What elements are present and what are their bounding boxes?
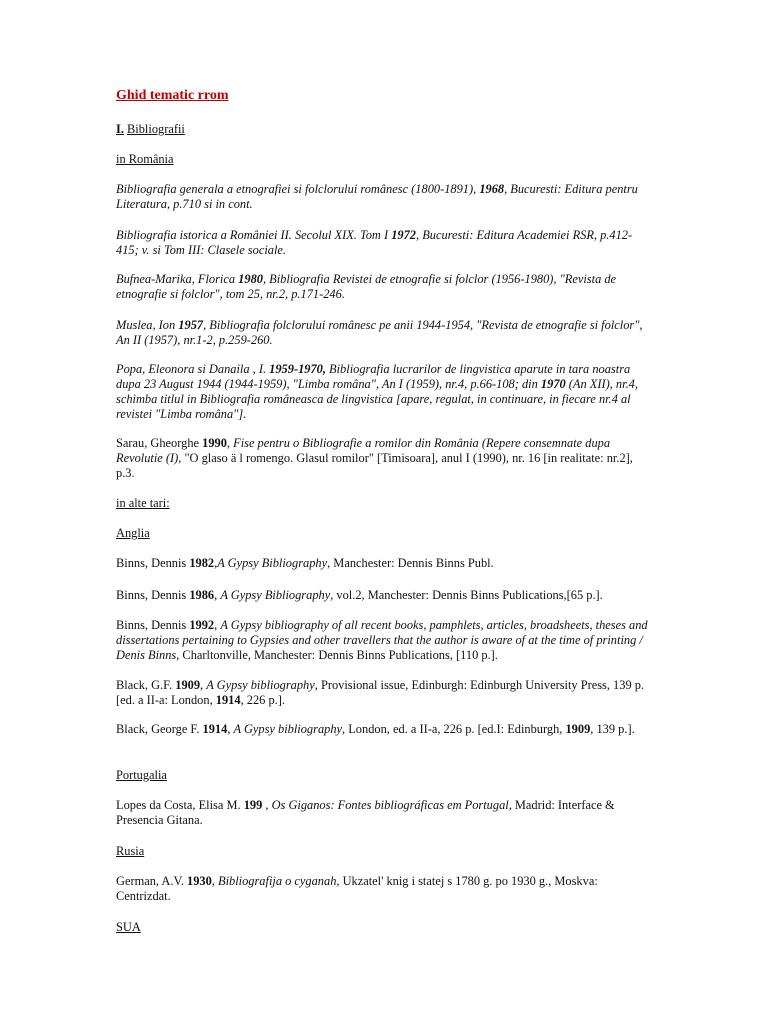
entry-text: , Provisional issue, Edinburgh: Edinburgh University Press, 139 p. [ed. a II-a: London, [116,678,645,707]
entry-text: , Bucuresti: Editura Academiei RSR, p.412-415; v. si Tom III: Clasele sociale. [116,228,633,257]
entry-text: , [226,436,234,450]
entry-text: Bibliografia lucrarilor de lingvistica aparute in tara noastra dupa 23 August 1944 (1944-1959), "Limba româna", An I (1959), nr.4, p.66-108; din [116,362,631,391]
entry-text: , [227,722,234,736]
entry-text: A Gypsy bibliography [206,678,315,692]
entry-text: , Ukzatel' knig i statej s 1780 g. po 1930 g., Moskva: Centrizdat. [116,874,598,903]
entry-text: Bufnea-Marika, Florica [116,272,239,286]
entry-text: "O glaso ä l romengo. Glasul romilor" [Timisoara], anul I (1990), nr. 16 [in realitate: nr.2], p.3. [116,451,633,480]
entry [116,272,652,302]
entry-text: Madrid: Interface & Presencia Gitana. [116,798,615,827]
heading-anglia: Anglia [116,526,150,540]
entry [116,436,652,481]
entry-text: (An XII), nr.4, schimba titlul in Bibliografia româneasca de lingvistica [apare, regulat, in continuare, in fiecare nr.4 al revistei "Limba româna"]. [116,377,638,421]
entry-year: 1970 [540,377,566,391]
entry-year: 1986 [189,588,215,602]
entry [116,618,652,663]
entry [116,182,652,212]
entry-text: , Bibliografia folclorului românesc pe anii 1944-1954, "Revista de etnografie si folclor", An II (1957), nr.1-2, p.259-260. [116,318,643,347]
entry-year: 1909 [175,678,201,692]
heading-romania: in România [116,152,174,166]
entry-text: , London, ed. a II-a, 226 p. [ed.I: Edinburgh, [342,722,566,736]
entry-text: , [211,874,218,888]
page-title: Ghid tematic rrom [116,88,229,103]
entry-text: , 139 p.]. [590,722,635,736]
entry-text: Binns, Dennis [116,556,190,570]
entry-text: Popa, Eleonora si Danaila , I. [116,362,270,376]
entry-text: Black, G.F. [116,678,176,692]
entry-year: 1982 [189,556,215,570]
entry [116,318,652,348]
entry-text: , vol.2, Manchester: Dennis Binns Publications,[65 p.]. [330,588,603,602]
heading-alte-tari: in alte tari: [116,496,170,510]
entry-text: A Gypsy bibliography [233,722,343,736]
entry [116,874,652,904]
entry-year: 1909 [565,722,591,736]
entry [116,588,652,603]
entry-year: 1930 [187,874,212,888]
entry [116,228,652,258]
entry-text: , Charltonville, Manchester: Dennis Binns Publications, [110 p.]. [176,648,498,662]
entry-year: 199 [243,798,263,812]
entry-year: 1980 [238,272,263,286]
section-number: I. [116,122,124,136]
entry-year: 1957 [178,318,204,332]
entry-text: , [262,798,272,812]
entry-text: Lopes da Costa, Elisa M. [116,798,244,812]
entry [116,362,652,422]
entry-year: 1959-1970, [269,362,326,376]
entry-text: , [214,588,221,602]
entry [116,556,652,571]
entry-year: 1914 [202,722,228,736]
entry-year: 1990 [202,436,227,450]
entry-text: Black, George F. [116,722,203,736]
entry-text: ,A Gypsy Bibliography [214,556,328,570]
entry-text: Sarau, Gheorghe [116,436,203,450]
entry-text: Bibliografia istorica a României II. Secolul XIX. Tom I [116,228,392,242]
entry-text: Muslea, Ion [116,318,179,332]
entry-text: Os Giganos: Fontes bibliográficas em Portugal, [271,798,512,812]
entry-text: Fise pentru o Bibliografie a romilor din România (Repere consemnate dupa Revolutie (I), [116,436,611,465]
entry-text: , 226 p.]. [240,693,285,707]
entry-text: Binns, Dennis [116,618,190,632]
entry [116,798,652,828]
entry-year: 1968 [479,182,505,196]
entry-year: 1972 [391,228,416,242]
heading-sua: SUA [116,920,141,934]
entry-year: 1992 [189,618,215,632]
entry-text: Binns, Dennis [116,588,190,602]
entry-text: , Bucuresti: Editura pentru Literatura, p.710 si in cont. [116,182,638,211]
heading-portugalia: Portugalia [116,768,167,782]
entry-text: A Gypsy bibliography of all recent books, pamphlets, articles, broadsheets, theses and dissertations pertaining to Gypsies and other travellers that the author is aware of at the time of printing / Denis Binns [116,618,648,662]
section-label: Bibliografii [127,122,185,136]
entry-text: German, A.V. [116,874,188,888]
entry-text: , [214,618,221,632]
entry-text: , Bibliografia Revistei de etnografie si folclor (1956-1980), "Revista de etnografie si folclor", tom 25, nr.2, p.171-246. [116,272,617,301]
entry-text: Bibliografija o cyganah [218,874,337,888]
entry-text: Bibliografia generala a etnografiei si folclorului românesc (1800-1891), [116,182,480,196]
entry-year: 1914 [215,693,241,707]
entry-text: , [200,678,207,692]
entry [116,722,652,737]
section-heading [116,122,652,137]
entry-text: , Manchester: Dennis Binns Publ. [327,556,494,570]
entry [116,678,652,708]
heading-rusia: Rusia [116,844,145,858]
entry-text: A Gypsy Bibliography [220,588,331,602]
